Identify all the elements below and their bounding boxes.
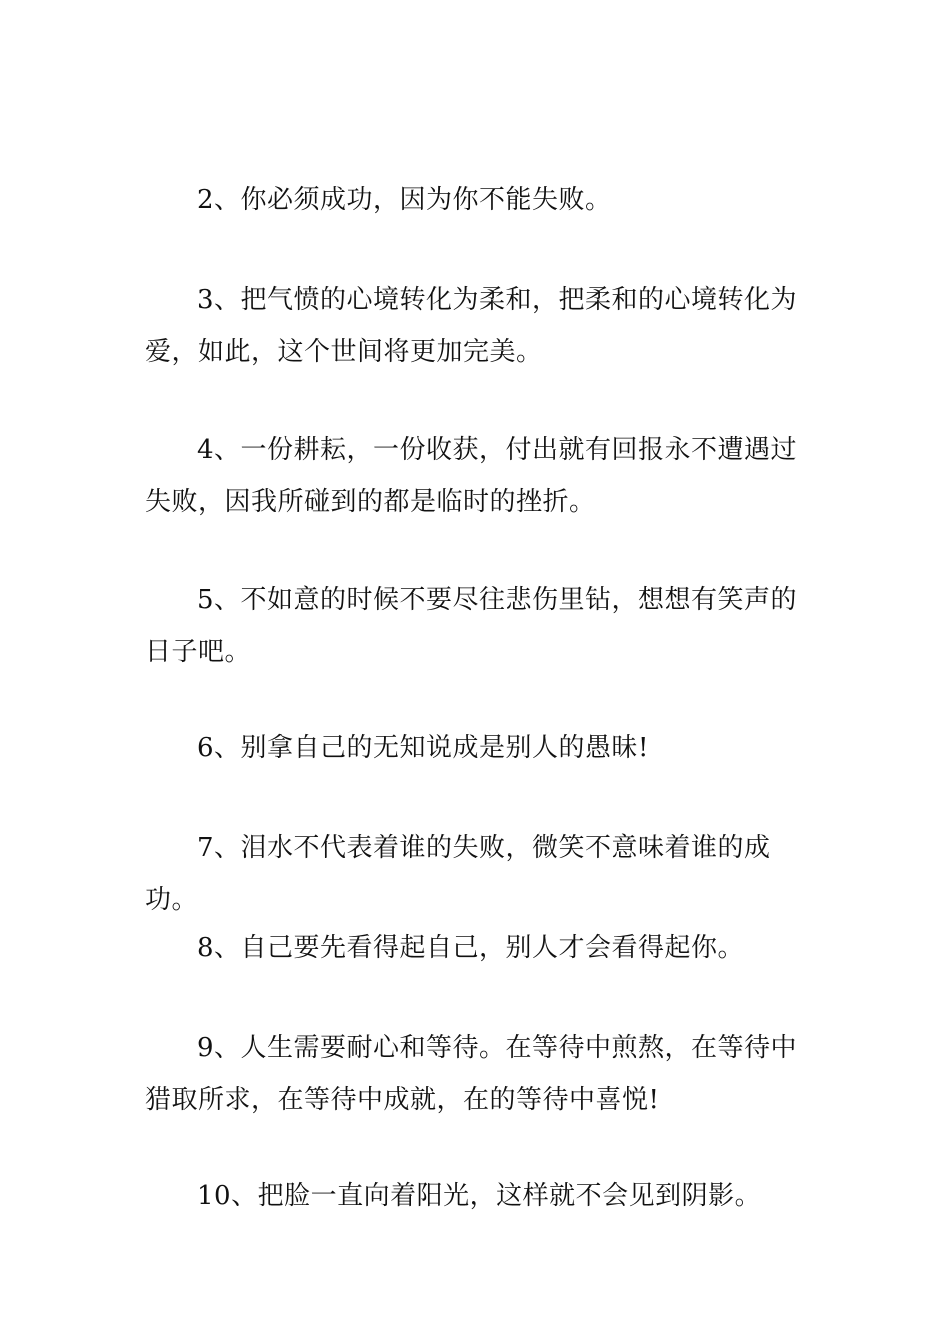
- paragraph-2: 2、你必须成功，因为你不能失败。: [197, 185, 612, 215]
- paragraph-9: 9、人生需要耐心和等待。在等待中煎熬，在等待中猎取所求，在等待中成就，在的等待中喜悦!: [145, 1033, 798, 1115]
- paragraph-10: 10、把脸一直向着阳光，这样就不会见到阴影。: [197, 1181, 762, 1211]
- paragraph-3: 3、把气愤的心境转化为柔和，把柔和的心境转化为爱，如此，这个世间将更加完美。: [145, 285, 798, 367]
- paragraph-4: 4、一份耕耘，一份收获，付出就有回报永不遭遇过失败，因我所碰到的都是临时的挫折。: [145, 435, 798, 517]
- paragraph-7: 7、泪水不代表着谁的失败，微笑不意味着谁的成功。: [145, 833, 771, 915]
- paragraph-6: 6、别拿自己的无知说成是别人的愚昧!: [197, 733, 649, 763]
- paragraph-8: 8、自己要先看得起自己，别人才会看得起你。: [197, 933, 745, 963]
- paragraph-5: 5、不如意的时候不要尽往悲伤里钻，想想有笑声的日子吧。: [145, 585, 798, 667]
